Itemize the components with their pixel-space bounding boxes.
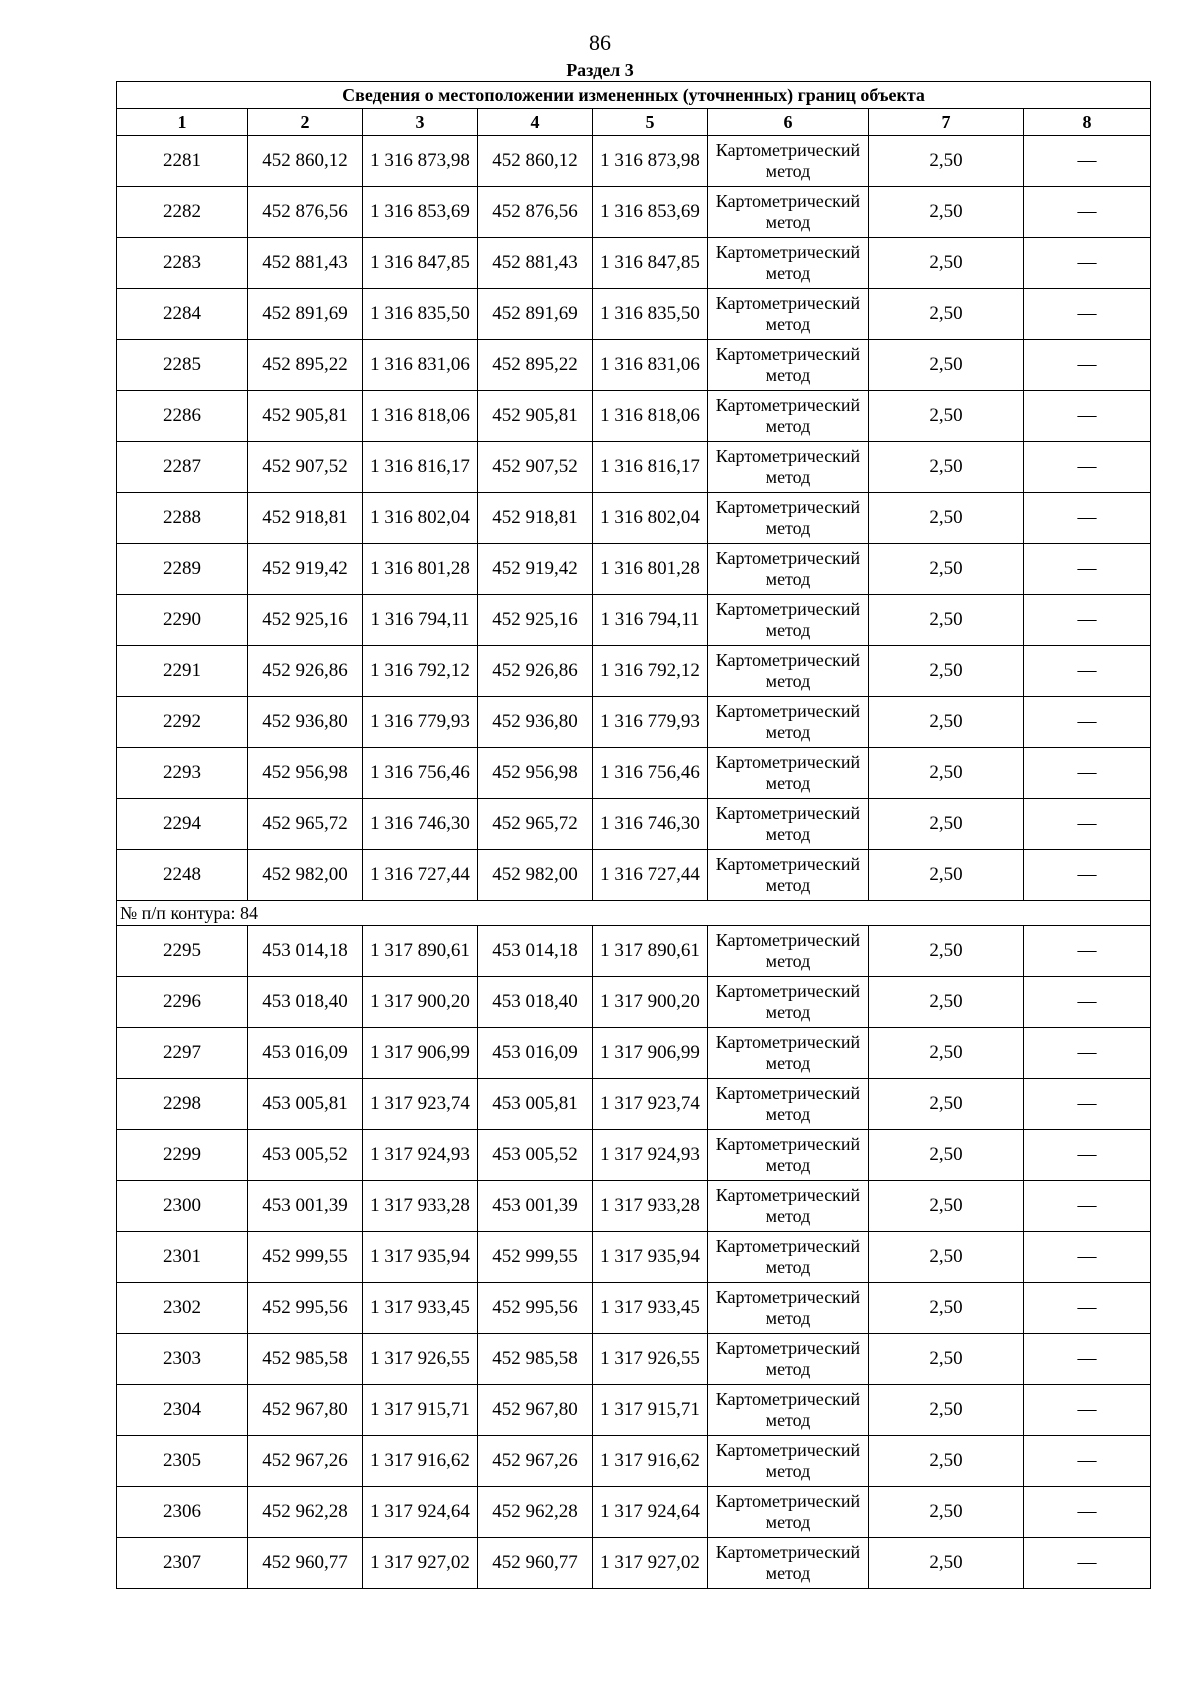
table-cell-col-1: 2291 [117, 646, 248, 697]
table-cell-col-7: 2,50 [869, 1436, 1024, 1487]
table-cell-col-8: — [1024, 1385, 1151, 1436]
table-cell-col-5: 1 316 816,17 [593, 442, 708, 493]
table-cell-col-1: 2289 [117, 544, 248, 595]
table-cell-col-7: 2,50 [869, 1130, 1024, 1181]
table-cell-col-8: — [1024, 1130, 1151, 1181]
table-cell-col-4: 452 919,42 [478, 544, 593, 595]
table-cell-col-6: Картометрический метод [708, 289, 869, 340]
table-row [117, 799, 1151, 850]
table-cell-col-1: 2306 [117, 1487, 248, 1538]
table-row [117, 544, 1151, 595]
table-cell-col-7: 2,50 [869, 799, 1024, 850]
table-cell-col-8: — [1024, 1232, 1151, 1283]
table-cell-col-6: Картометрический метод [708, 926, 869, 977]
table-cell-col-7: 2,50 [869, 697, 1024, 748]
table-cell-col-1: 2288 [117, 493, 248, 544]
table-cell-col-1: 2290 [117, 595, 248, 646]
table-cell-col-1: 2248 [117, 850, 248, 901]
table-cell-col-5: 1 316 853,69 [593, 187, 708, 238]
table-cell-col-4: 452 895,22 [478, 340, 593, 391]
table-cell-col-3: 1 317 926,55 [363, 1334, 478, 1385]
table-cell-col-1: 2294 [117, 799, 248, 850]
table-cell-col-8: — [1024, 697, 1151, 748]
table-cell-col-7: 2,50 [869, 1181, 1024, 1232]
table-cell-col-5: 1 317 933,28 [593, 1181, 708, 1232]
table-cell-col-5: 1 316 802,04 [593, 493, 708, 544]
table-row [117, 850, 1151, 901]
table-cell-col-8: — [1024, 289, 1151, 340]
table-cell-col-3: 1 317 915,71 [363, 1385, 478, 1436]
table-cell-col-8: — [1024, 391, 1151, 442]
table-cell-col-5: 1 316 835,50 [593, 289, 708, 340]
table-cell-col-1: 2287 [117, 442, 248, 493]
page-number: 86 [589, 30, 611, 55]
table-cell-col-4: 452 905,81 [478, 391, 593, 442]
table-cell-col-7: 2,50 [869, 1079, 1024, 1130]
table-cell-col-8: — [1024, 799, 1151, 850]
table-cell-col-5: 1 317 890,61 [593, 926, 708, 977]
table-cell-col-2: 452 891,69 [248, 289, 363, 340]
table-cell-col-4: 452 956,98 [478, 748, 593, 799]
table-cell-col-6: Картометрический метод [708, 187, 869, 238]
table-cell-col-4: 452 891,69 [478, 289, 593, 340]
table-cell-col-6: Картометрический метод [708, 544, 869, 595]
table-cell-col-6: Картометрический метод [708, 799, 869, 850]
table-cell-col-1: 2284 [117, 289, 248, 340]
table-cell-col-8: — [1024, 1334, 1151, 1385]
column-number-2: 2 [248, 109, 363, 136]
table-cell-col-4: 452 876,56 [478, 187, 593, 238]
table-row [117, 238, 1151, 289]
table-cell-col-7: 2,50 [869, 1334, 1024, 1385]
table-cell-col-7: 2,50 [869, 1385, 1024, 1436]
table-cell-col-8: — [1024, 646, 1151, 697]
table-cell-col-3: 1 316 779,93 [363, 697, 478, 748]
table-cell-col-4: 453 005,52 [478, 1130, 593, 1181]
table-cell-col-3: 1 317 890,61 [363, 926, 478, 977]
table-cell-col-4: 452 967,80 [478, 1385, 593, 1436]
table-cell-col-6: Картометрический метод [708, 646, 869, 697]
table-cell-col-1: 2307 [117, 1538, 248, 1589]
table-cell-col-1: 2304 [117, 1385, 248, 1436]
table-cell-col-2: 452 982,00 [248, 850, 363, 901]
table-cell-col-4: 452 918,81 [478, 493, 593, 544]
table-cell-col-2: 452 918,81 [248, 493, 363, 544]
table-cell-col-2: 452 956,98 [248, 748, 363, 799]
table-cell-col-4: 453 018,40 [478, 977, 593, 1028]
table-cell-col-4: 452 907,52 [478, 442, 593, 493]
table-cell-col-5: 1 316 779,93 [593, 697, 708, 748]
table-cell-col-5: 1 317 926,55 [593, 1334, 708, 1385]
table-cell-col-7: 2,50 [869, 187, 1024, 238]
table-cell-col-7: 2,50 [869, 1028, 1024, 1079]
table-cell-col-2: 452 860,12 [248, 136, 363, 187]
table-cell-col-6: Картометрический метод [708, 1028, 869, 1079]
table-row [117, 1283, 1151, 1334]
table-cell-col-7: 2,50 [869, 544, 1024, 595]
table-cell-col-8: — [1024, 136, 1151, 187]
column-number-4: 4 [478, 109, 593, 136]
table-cell-col-1: 2303 [117, 1334, 248, 1385]
table-row [117, 646, 1151, 697]
table-cell-col-8: — [1024, 493, 1151, 544]
table-cell-col-2: 453 016,09 [248, 1028, 363, 1079]
table-row [117, 1232, 1151, 1283]
contour-label-row [117, 901, 1151, 926]
table-cell-col-3: 1 316 853,69 [363, 187, 478, 238]
table-cell-col-1: 2286 [117, 391, 248, 442]
table-cell-col-3: 1 316 818,06 [363, 391, 478, 442]
table-row [117, 136, 1151, 187]
table-cell-col-1: 2282 [117, 187, 248, 238]
table-cell-col-1: 2301 [117, 1232, 248, 1283]
table-cell-col-5: 1 317 915,71 [593, 1385, 708, 1436]
table-cell-col-8: — [1024, 442, 1151, 493]
table-cell-col-7: 2,50 [869, 136, 1024, 187]
table-cell-col-3: 1 317 916,62 [363, 1436, 478, 1487]
table-cell-col-4: 453 014,18 [478, 926, 593, 977]
table-cell-col-7: 2,50 [869, 289, 1024, 340]
table-cell-col-1: 2281 [117, 136, 248, 187]
table-cell-col-7: 2,50 [869, 748, 1024, 799]
table-cell-col-3: 1 316 835,50 [363, 289, 478, 340]
table-cell-col-6: Картометрический метод [708, 595, 869, 646]
table-cell-col-2: 453 014,18 [248, 926, 363, 977]
table-cell-col-6: Картометрический метод [708, 391, 869, 442]
table-cell-col-3: 1 316 792,12 [363, 646, 478, 697]
table-cell-col-6: Картометрический метод [708, 442, 869, 493]
table-row [117, 926, 1151, 977]
table-cell-col-4: 452 925,16 [478, 595, 593, 646]
table-cell-col-8: — [1024, 238, 1151, 289]
table-cell-col-6: Картометрический метод [708, 1232, 869, 1283]
table-cell-col-6: Картометрический метод [708, 748, 869, 799]
table-cell-col-4: 452 999,55 [478, 1232, 593, 1283]
table-cell-col-8: — [1024, 1436, 1151, 1487]
table-cell-col-6: Картометрический метод [708, 697, 869, 748]
table-row [117, 1334, 1151, 1385]
table-cell-col-3: 1 316 746,30 [363, 799, 478, 850]
table-cell-col-8: — [1024, 187, 1151, 238]
table-cell-col-6: Картометрический метод [708, 493, 869, 544]
table-cell-col-5: 1 316 801,28 [593, 544, 708, 595]
table-cell-col-2: 452 960,77 [248, 1538, 363, 1589]
table-cell-col-5: 1 317 916,62 [593, 1436, 708, 1487]
table-cell-col-5: 1 316 873,98 [593, 136, 708, 187]
table-cell-col-7: 2,50 [869, 391, 1024, 442]
table-row [117, 187, 1151, 238]
table-cell-col-6: Картометрический метод [708, 1538, 869, 1589]
table-cell-col-7: 2,50 [869, 646, 1024, 697]
table-cell-col-6: Картометрический метод [708, 1487, 869, 1538]
table-cell-col-2: 452 967,26 [248, 1436, 363, 1487]
table-cell-col-6: Картометрический метод [708, 1130, 869, 1181]
table-row [117, 493, 1151, 544]
table-cell-col-3: 1 316 756,46 [363, 748, 478, 799]
table-cell-col-6: Картометрический метод [708, 1385, 869, 1436]
table-cell-col-5: 1 317 924,93 [593, 1130, 708, 1181]
table-row [117, 340, 1151, 391]
table-cell-col-3: 1 317 924,93 [363, 1130, 478, 1181]
table-cell-col-4: 452 936,80 [478, 697, 593, 748]
table-cell-col-2: 453 005,52 [248, 1130, 363, 1181]
table-cell-col-4: 452 985,58 [478, 1334, 593, 1385]
table-cell-col-2: 452 926,86 [248, 646, 363, 697]
table-cell-col-4: 452 926,86 [478, 646, 593, 697]
table-cell-col-7: 2,50 [869, 926, 1024, 977]
table-row [117, 595, 1151, 646]
column-number-row [117, 109, 1151, 136]
table-cell-col-2: 452 895,22 [248, 340, 363, 391]
table-row [117, 1028, 1151, 1079]
table-cell-col-2: 452 962,28 [248, 1487, 363, 1538]
table-row [117, 697, 1151, 748]
table-cell-col-7: 2,50 [869, 595, 1024, 646]
table-cell-col-3: 1 316 816,17 [363, 442, 478, 493]
table-cell-col-7: 2,50 [869, 1538, 1024, 1589]
table-cell-col-3: 1 316 847,85 [363, 238, 478, 289]
table-cell-col-4: 452 962,28 [478, 1487, 593, 1538]
table-cell-col-1: 2293 [117, 748, 248, 799]
table-cell-col-7: 2,50 [869, 238, 1024, 289]
table-cell-col-5: 1 316 831,06 [593, 340, 708, 391]
table-row [117, 1487, 1151, 1538]
table-cell-col-7: 2,50 [869, 1283, 1024, 1334]
table-cell-col-4: 453 001,39 [478, 1181, 593, 1232]
table-cell-col-5: 1 316 756,46 [593, 748, 708, 799]
table-cell-col-1: 2295 [117, 926, 248, 977]
table-row [117, 289, 1151, 340]
table-row [117, 748, 1151, 799]
table-cell-col-2: 452 936,80 [248, 697, 363, 748]
table-row [117, 1436, 1151, 1487]
table-cell-col-2: 452 985,58 [248, 1334, 363, 1385]
table-body [117, 136, 1151, 1589]
table-cell-col-4: 452 965,72 [478, 799, 593, 850]
table-cell-col-8: — [1024, 1028, 1151, 1079]
table-cell-col-6: Картометрический метод [708, 238, 869, 289]
table-cell-col-8: — [1024, 748, 1151, 799]
table-cell-col-7: 2,50 [869, 977, 1024, 1028]
table-cell-col-2: 453 018,40 [248, 977, 363, 1028]
table-cell-col-2: 453 005,81 [248, 1079, 363, 1130]
table-cell-col-7: 2,50 [869, 340, 1024, 391]
table-cell-col-3: 1 317 906,99 [363, 1028, 478, 1079]
table-cell-col-4: 452 860,12 [478, 136, 593, 187]
table-cell-col-6: Картометрический метод [708, 1436, 869, 1487]
table-cell-col-1: 2305 [117, 1436, 248, 1487]
table-row [117, 1079, 1151, 1130]
table-cell-col-2: 452 925,16 [248, 595, 363, 646]
table-cell-col-5: 1 316 792,12 [593, 646, 708, 697]
table-cell-col-8: — [1024, 977, 1151, 1028]
table-cell-col-3: 1 316 802,04 [363, 493, 478, 544]
table-cell-col-1: 2296 [117, 977, 248, 1028]
table-cell-col-8: — [1024, 1283, 1151, 1334]
table-row [117, 442, 1151, 493]
table-cell-col-1: 2283 [117, 238, 248, 289]
table-cell-col-1: 2297 [117, 1028, 248, 1079]
table-cell-col-5: 1 317 923,74 [593, 1079, 708, 1130]
table-cell-col-4: 453 016,09 [478, 1028, 593, 1079]
table-cell-col-5: 1 317 927,02 [593, 1538, 708, 1589]
table-cell-col-6: Картометрический метод [708, 977, 869, 1028]
table-cell-col-6: Картометрический метод [708, 340, 869, 391]
table-cell-col-2: 452 965,72 [248, 799, 363, 850]
table-cell-col-1: 2300 [117, 1181, 248, 1232]
table-row [117, 1385, 1151, 1436]
table-cell-col-1: 2292 [117, 697, 248, 748]
table-cell-col-3: 1 316 801,28 [363, 544, 478, 595]
column-number-8: 8 [1024, 109, 1151, 136]
table-cell-col-4: 452 881,43 [478, 238, 593, 289]
table-cell-col-3: 1 316 831,06 [363, 340, 478, 391]
table-cell-col-6: Картометрический метод [708, 136, 869, 187]
table-cell-col-5: 1 316 847,85 [593, 238, 708, 289]
table-cell-col-1: 2285 [117, 340, 248, 391]
table-cell-col-3: 1 317 927,02 [363, 1538, 478, 1589]
table-cell-col-3: 1 317 900,20 [363, 977, 478, 1028]
table-cell-col-1: 2298 [117, 1079, 248, 1130]
table-cell-col-7: 2,50 [869, 850, 1024, 901]
table-cell-col-3: 1 317 924,64 [363, 1487, 478, 1538]
table-cell-col-6: Картометрический метод [708, 1079, 869, 1130]
table-cell-col-5: 1 317 933,45 [593, 1283, 708, 1334]
table-cell-col-4: 452 967,26 [478, 1436, 593, 1487]
table-cell-col-8: — [1024, 850, 1151, 901]
column-number-1: 1 [117, 109, 248, 136]
column-number-5: 5 [593, 109, 708, 136]
table-row [117, 391, 1151, 442]
table-cell-col-6: Картометрический метод [708, 1181, 869, 1232]
table-cell-col-8: — [1024, 544, 1151, 595]
table-cell-col-5: 1 316 818,06 [593, 391, 708, 442]
table-cell-col-6: Картометрический метод [708, 1334, 869, 1385]
section-title: Раздел 3 [566, 60, 634, 80]
table-cell-col-8: — [1024, 926, 1151, 977]
table-caption: Сведения о местоположении измененных (уточненных) границ объекта [117, 82, 1151, 109]
column-number-3: 3 [363, 109, 478, 136]
table-cell-col-2: 452 881,43 [248, 238, 363, 289]
contour-label: № п/п контура: 84 [117, 901, 1151, 926]
table-cell-col-3: 1 317 933,28 [363, 1181, 478, 1232]
table-row [117, 1538, 1151, 1589]
table-cell-col-2: 452 967,80 [248, 1385, 363, 1436]
table-cell-col-5: 1 316 794,11 [593, 595, 708, 646]
table-cell-col-3: 1 317 933,45 [363, 1283, 478, 1334]
table-cell-col-3: 1 317 923,74 [363, 1079, 478, 1130]
table-cell-col-2: 452 876,56 [248, 187, 363, 238]
coordinates-table [116, 81, 1151, 1589]
table-cell-col-6: Картометрический метод [708, 850, 869, 901]
table-cell-col-6: Картометрический метод [708, 1283, 869, 1334]
column-number-7: 7 [869, 109, 1024, 136]
table-cell-col-3: 1 316 794,11 [363, 595, 478, 646]
table-cell-col-8: — [1024, 595, 1151, 646]
table-cell-col-7: 2,50 [869, 442, 1024, 493]
table-row [117, 1130, 1151, 1181]
table-cell-col-7: 2,50 [869, 1232, 1024, 1283]
table-cell-col-8: — [1024, 1079, 1151, 1130]
table-cell-col-8: — [1024, 1538, 1151, 1589]
table-cell-col-2: 452 995,56 [248, 1283, 363, 1334]
table-cell-col-8: — [1024, 1181, 1151, 1232]
table-cell-col-7: 2,50 [869, 493, 1024, 544]
table-cell-col-5: 1 317 935,94 [593, 1232, 708, 1283]
table-cell-col-4: 453 005,81 [478, 1079, 593, 1130]
table-cell-col-5: 1 317 900,20 [593, 977, 708, 1028]
table-cell-col-5: 1 317 924,64 [593, 1487, 708, 1538]
table-cell-col-5: 1 316 727,44 [593, 850, 708, 901]
table-cell-col-4: 452 960,77 [478, 1538, 593, 1589]
table-cell-col-3: 1 317 935,94 [363, 1232, 478, 1283]
table-cell-col-5: 1 317 906,99 [593, 1028, 708, 1079]
table-cell-col-2: 452 907,52 [248, 442, 363, 493]
table-cell-col-5: 1 316 746,30 [593, 799, 708, 850]
table-cell-col-7: 2,50 [869, 1487, 1024, 1538]
table-cell-col-2: 452 999,55 [248, 1232, 363, 1283]
table-cell-col-2: 452 905,81 [248, 391, 363, 442]
table-cell-col-1: 2299 [117, 1130, 248, 1181]
column-number-6: 6 [708, 109, 869, 136]
table-cell-col-4: 452 995,56 [478, 1283, 593, 1334]
table-row [117, 977, 1151, 1028]
table-cell-col-8: — [1024, 340, 1151, 391]
table-row [117, 1181, 1151, 1232]
table-cell-col-8: — [1024, 1487, 1151, 1538]
table-cell-col-4: 452 982,00 [478, 850, 593, 901]
table-cell-col-3: 1 316 873,98 [363, 136, 478, 187]
table-cell-col-2: 453 001,39 [248, 1181, 363, 1232]
table-cell-col-2: 452 919,42 [248, 544, 363, 595]
table-cell-col-3: 1 316 727,44 [363, 850, 478, 901]
table-cell-col-1: 2302 [117, 1283, 248, 1334]
